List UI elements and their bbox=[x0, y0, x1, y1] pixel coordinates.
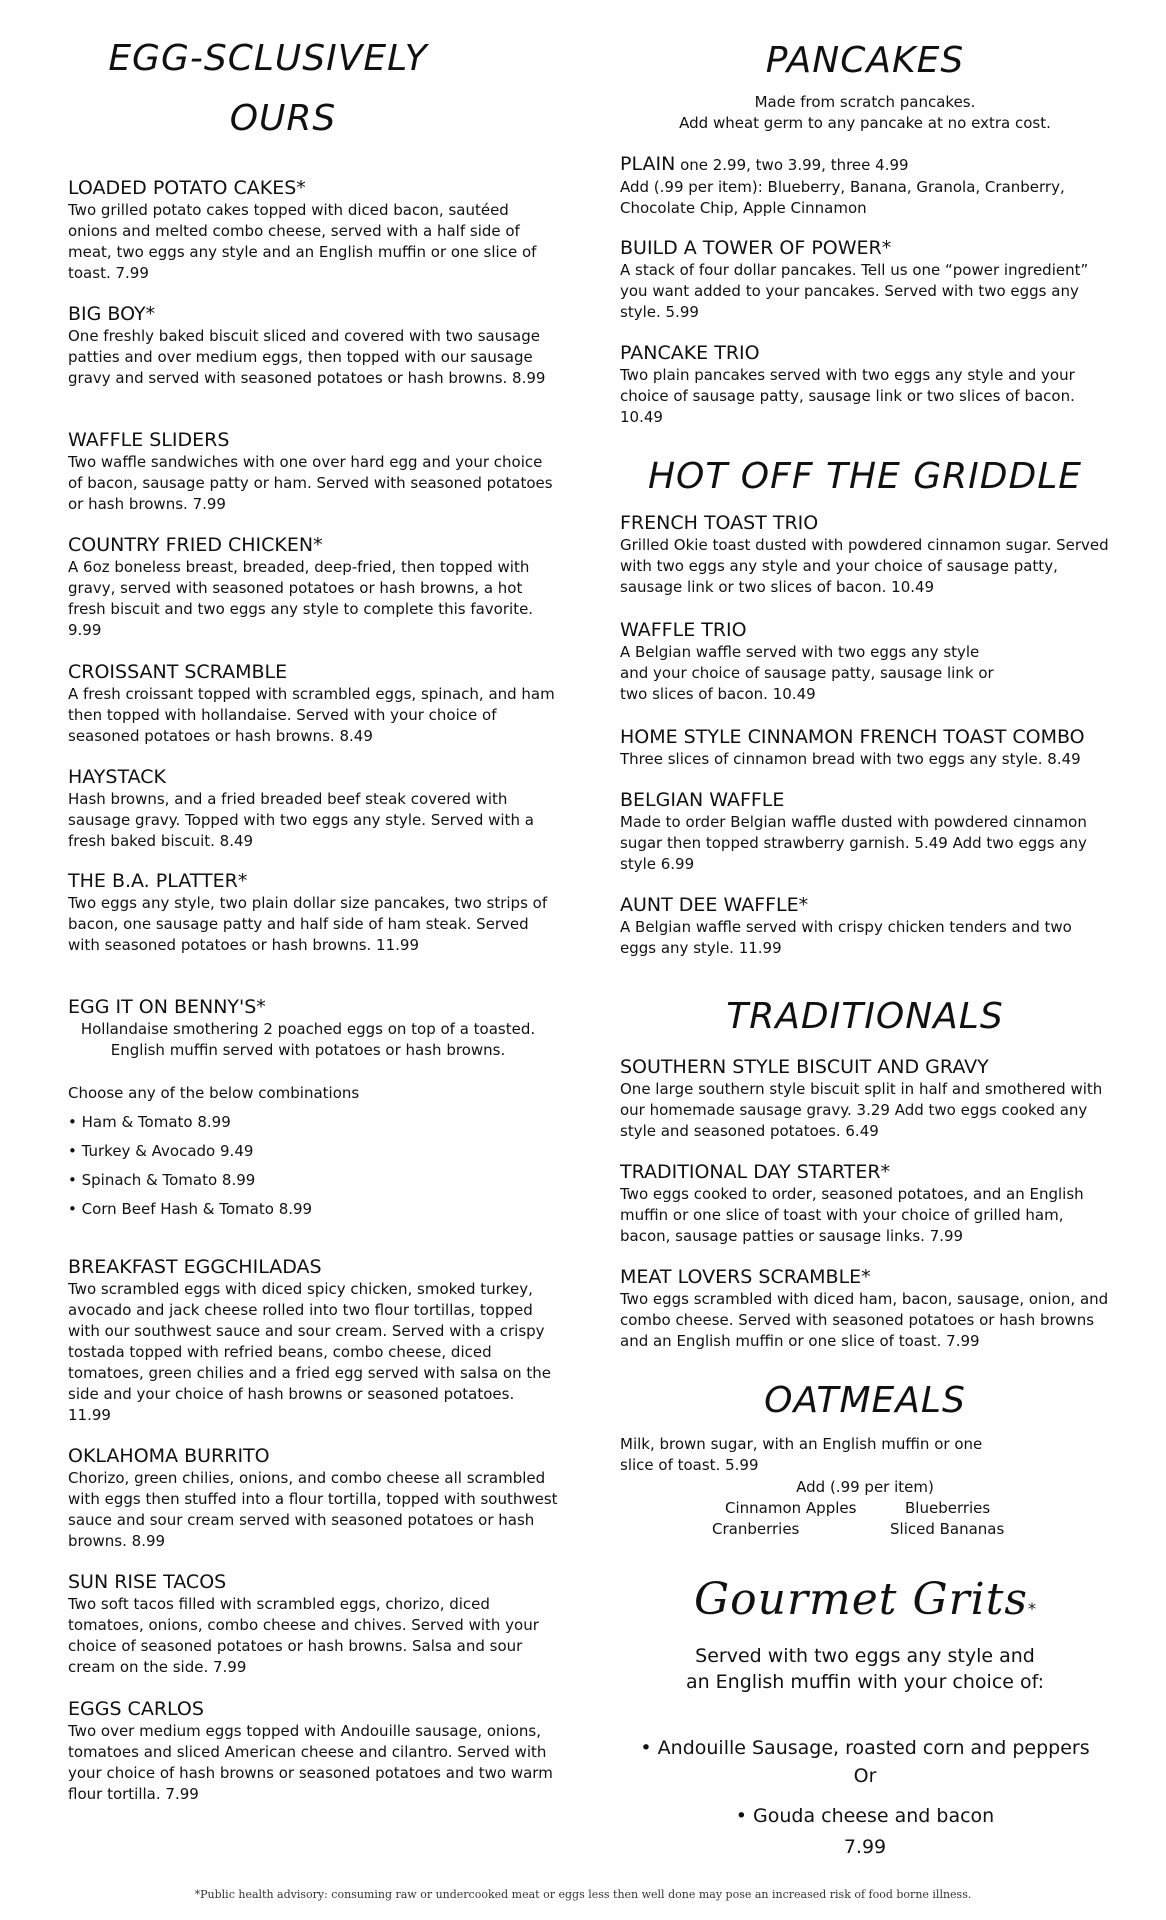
item-name: AUNT DEE WAFFLE* bbox=[620, 894, 809, 916]
section-title-egg-sclusively: EGG-SCLUSIVELY bbox=[108, 38, 428, 79]
section-title-ours: OURS bbox=[229, 98, 337, 139]
menu-item bbox=[620, 341, 1110, 428]
item-name: PANCAKE TRIO bbox=[620, 342, 760, 364]
grits-or: Or bbox=[853, 1765, 877, 1787]
item-name: FRENCH TOAST TRIO bbox=[620, 512, 819, 534]
menu-item bbox=[620, 511, 1110, 598]
menu-item bbox=[620, 1055, 1110, 1142]
item-desc: Made to order Belgian waffle dusted with powdered cinnamon sugar then topped strawberry garnish. 5.49 Add two eggs any style 6.99 bbox=[620, 813, 1087, 873]
menu-item bbox=[68, 869, 558, 956]
menu-item bbox=[620, 152, 1110, 219]
oatmeals-add: Add (.99 per item) bbox=[796, 1478, 934, 1496]
item-name: BREAKFAST EGGCHILADAS bbox=[68, 1256, 322, 1278]
benny-choose-text: Choose any of the below combinations bbox=[68, 1084, 360, 1102]
item-name: BELGIAN WAFFLE bbox=[620, 789, 785, 811]
list-item: • Ham & Tomato 8.99 bbox=[68, 1113, 231, 1131]
menu-item bbox=[620, 893, 1110, 959]
menu-item bbox=[620, 1160, 1110, 1247]
item-desc: Three slices of cinnamon bread with two eggs any style. 8.49 bbox=[620, 750, 1081, 768]
item-desc: Two eggs cooked to order, seasoned potatoes, and an English muffin or one slice of toast with your choice of grilled ham, bacon, sausage patties or sausage links. 7.99 bbox=[620, 1185, 1084, 1245]
item-name: LOADED POTATO CAKES* bbox=[68, 177, 306, 199]
item-desc: Two over medium eggs topped with Andouille sausage, onions, tomatoes and sliced American cheese and cilantro. Served with your choice of hash browns or seasoned potatoes and two warm flour tortilla. 7.99 bbox=[68, 1722, 553, 1803]
item-name: SUN RISE TACOS bbox=[68, 1571, 227, 1593]
pancakes-subtitle: Add wheat germ to any pancake at no extra cost. bbox=[679, 114, 1051, 132]
menu-item bbox=[620, 788, 1110, 875]
item-name: THE B.A. PLATTER* bbox=[68, 870, 248, 892]
menu-item bbox=[620, 1265, 1110, 1352]
menu-item bbox=[68, 1444, 558, 1552]
section-title-grits: Gourmet Grits bbox=[694, 1574, 1028, 1625]
item-desc: Two scrambled eggs with diced spicy chicken, smoked turkey, avocado and jack cheese rolled into two flour tortillas, topped with our southwest sauce and sour cream. Served with a crispy tostada topped with refried beans, combo cheese, diced tomatoes, green chilies and a fried egg served with salsa on the side and your choice of hash browns or seasoned potatoes. 11.99 bbox=[68, 1280, 551, 1424]
item-name bbox=[620, 152, 1110, 177]
item-name: HAYSTACK bbox=[68, 766, 166, 788]
item-name: WAFFLE SLIDERS bbox=[68, 429, 230, 451]
item-name: SOUTHERN STYLE BISCUIT AND GRAVY bbox=[620, 1056, 989, 1078]
grits-option: • Andouille Sausage, roasted corn and peppers bbox=[640, 1737, 1090, 1759]
oatmeal-option: Sliced Bananas bbox=[890, 1520, 1005, 1538]
pancakes-subtitle: Made from scratch pancakes. bbox=[754, 93, 976, 111]
list-item: • Turkey & Avocado 9.49 bbox=[68, 1142, 254, 1160]
item-desc: Chorizo, green chilies, onions, and combo cheese all scrambled with eggs then stuffed into a flour tortilla, topped with southwest sauce and sour cream served with seasoned potatoes or hash browns. 8.99 bbox=[68, 1469, 558, 1550]
item-name: WAFFLE TRIO bbox=[620, 619, 747, 641]
benny-options-list bbox=[68, 1108, 558, 1224]
grits-option: • Gouda cheese and bacon bbox=[735, 1805, 995, 1827]
item-desc: Two plain pancakes served with two eggs any style and your choice of sausage patty, sausage link or two slices of bacon. 10.49 bbox=[620, 366, 1075, 426]
item-name-plain: PLAIN bbox=[620, 153, 676, 175]
oatmeal-option: Cinnamon Apples bbox=[725, 1499, 857, 1517]
item-desc: Two soft tacos filled with scrambled eggs, chorizo, diced tomatoes, onions, combo cheese and chives. Served with your choice of seasoned potatoes or hash browns. Salsa and sour cream on the side. 7.99 bbox=[68, 1595, 539, 1676]
item-desc: Two eggs scrambled with diced ham, bacon, sausage, onion, and combo cheese. Served with seasoned potatoes or hash browns and an English muffin or one slice of toast. 7.99 bbox=[620, 1290, 1109, 1350]
menu-item bbox=[68, 533, 558, 641]
oatmeals-desc: Milk, brown sugar, with an English muffin or one slice of toast. 5.99 bbox=[620, 1435, 983, 1474]
section-title-traditionals: TRADITIONALS bbox=[726, 996, 1004, 1037]
item-name: CROISSANT SCRAMBLE bbox=[68, 661, 288, 683]
list-item: • Spinach & Tomato 8.99 bbox=[68, 1171, 256, 1189]
item-name: MEAT LOVERS SCRAMBLE* bbox=[620, 1266, 871, 1288]
item-name: HOME STYLE CINNAMON FRENCH TOAST COMBO bbox=[620, 726, 1085, 748]
item-desc: A fresh croissant topped with scrambled eggs, spinach, and ham then topped with hollandaise. Served with your choice of seasoned potatoes or hash browns. 8.49 bbox=[68, 685, 555, 745]
item-desc: One large southern style biscuit split in half and smothered with our homemade sausage gravy. 3.29 Add two eggs cooked any style and seasoned potatoes. 6.49 bbox=[620, 1080, 1103, 1140]
grits-star: * bbox=[1027, 1599, 1036, 1618]
grits-line: Served with two eggs any style and bbox=[695, 1645, 1035, 1667]
item-name: BIG BOY* bbox=[68, 303, 156, 325]
item-prices: one 2.99, two 3.99, three 4.99 bbox=[675, 156, 909, 174]
item-desc: Hollandaise smothering 2 poached eggs on top of a toasted. English muffin served with potatoes or hash browns. bbox=[80, 1020, 536, 1059]
item-desc: Two waffle sandwiches with one over hard egg and your choice of bacon, sausage patty or ham. Served with seasoned potatoes or hash browns. 7.99 bbox=[68, 453, 553, 513]
menu-item bbox=[68, 765, 558, 852]
section-title-pancakes: PANCAKES bbox=[765, 40, 965, 81]
item-desc: Two eggs any style, two plain dollar size pancakes, two strips of bacon, one sausage patty and half side of ham steak. Served with seasoned potatoes or hash browns. 11.99 bbox=[68, 894, 548, 954]
item-desc: A 6oz boneless breast, breaded, deep-fried, then topped with gravy, served with seasoned potatoes or hash browns, a hot fresh biscuit and two eggs any style to complete this favorite. 9.99 bbox=[68, 558, 534, 639]
item-desc: Hash browns, and a fried breaded beef steak covered with sausage gravy. Topped with two eggs any style. Served with a fresh baked biscuit. 8.49 bbox=[68, 790, 534, 850]
oatmeal-option: Blueberries bbox=[905, 1499, 991, 1517]
menu-item bbox=[68, 995, 558, 1061]
oatmeal-option: Cranberries bbox=[712, 1520, 800, 1538]
section-title-oatmeals: OATMEALS bbox=[764, 1380, 966, 1421]
menu-item bbox=[68, 428, 558, 515]
grits-title-row bbox=[620, 1574, 1110, 1625]
menu-item bbox=[620, 725, 1110, 770]
item-desc: A Belgian waffle served with two eggs any style and your choice of sausage patty, sausage link or two slices of bacon. 10.49 bbox=[620, 643, 994, 703]
menu-item bbox=[68, 660, 558, 747]
menu-item bbox=[68, 1255, 558, 1426]
item-name: TRADITIONAL DAY STARTER* bbox=[620, 1161, 891, 1183]
item-desc: Two grilled potato cakes topped with diced bacon, sautéed onions and melted combo cheese, served with a half side of meat, two eggs any style and an English muffin or one slice of toast. 7.99 bbox=[68, 201, 537, 282]
item-name: EGG IT ON BENNY'S* bbox=[68, 996, 266, 1018]
item-name: EGGS CARLOS bbox=[68, 1698, 204, 1720]
item-desc: Grilled Okie toast dusted with powdered cinnamon sugar. Served with two eggs any style and your choice of sausage patty, sausage link or two slices of bacon. 10.49 bbox=[620, 536, 1109, 596]
menu-item bbox=[68, 1697, 558, 1805]
item-name: OKLAHOMA BURRITO bbox=[68, 1445, 270, 1467]
grits-price: 7.99 bbox=[843, 1836, 887, 1858]
list-item: • Corn Beef Hash & Tomato 8.99 bbox=[68, 1200, 313, 1218]
grits-line: an English muffin with your choice of: bbox=[685, 1671, 1045, 1693]
menu-item bbox=[68, 176, 558, 284]
health-disclaimer: *Public health advisory: consuming raw or undercooked meat or eggs less then well done may pose an increased risk of food borne illness. bbox=[194, 1888, 972, 1901]
item-name: BUILD A TOWER OF POWER* bbox=[620, 237, 892, 259]
section-title-griddle: HOT OFF THE GRIDDLE bbox=[647, 456, 1083, 497]
item-desc: Add (.99 per item): Blueberry, Banana, Granola, Cranberry, Chocolate Chip, Apple Cinnamon bbox=[620, 178, 1065, 217]
menu-item bbox=[620, 236, 1110, 323]
item-name: COUNTRY FRIED CHICKEN* bbox=[68, 534, 323, 556]
item-desc: A Belgian waffle served with crispy chicken tenders and two eggs any style. 11.99 bbox=[620, 918, 1072, 957]
item-desc: A stack of four dollar pancakes. Tell us one “power ingredient” you want added to your pancakes. Served with two eggs any style. 5.99 bbox=[620, 261, 1089, 321]
menu-item bbox=[68, 302, 558, 389]
menu-item bbox=[68, 1570, 558, 1678]
menu-item bbox=[620, 618, 1110, 705]
item-desc: One freshly baked biscuit sliced and covered with two sausage patties and over medium eggs, then topped with our sausage gravy and served with seasoned potatoes or hash browns. 8.99 bbox=[68, 327, 546, 387]
